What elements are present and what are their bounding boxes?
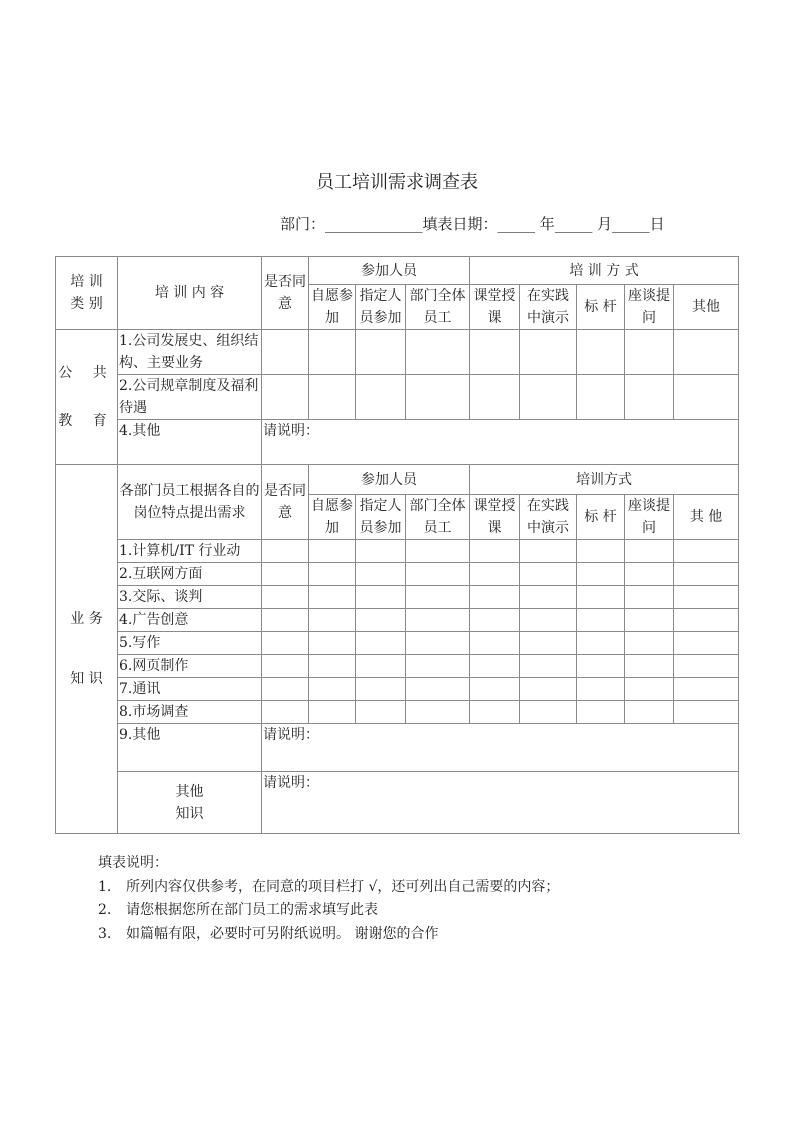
- checkbox-cell[interactable]: [309, 678, 356, 701]
- subheader-cell: 部门全体员工: [406, 495, 470, 540]
- checkbox-cell[interactable]: [470, 586, 520, 609]
- checkbox-cell[interactable]: [470, 655, 520, 678]
- checkbox-cell[interactable]: [262, 330, 309, 375]
- checkbox-cell[interactable]: [262, 540, 309, 563]
- checkbox-cell[interactable]: [406, 632, 470, 655]
- checkbox-cell[interactable]: [674, 655, 739, 678]
- subheader-cell: 座谈提问: [625, 285, 674, 330]
- instructions-heading: 填表说明：: [98, 855, 168, 871]
- checkbox-cell[interactable]: [470, 563, 520, 586]
- department-label: 部门：: [280, 215, 326, 233]
- subheader-cell: 课堂授课: [470, 285, 520, 330]
- header-agree: 是否同意: [262, 257, 309, 330]
- checkbox-cell[interactable]: [577, 540, 625, 563]
- checkbox-cell[interactable]: [262, 563, 309, 586]
- checkbox-cell[interactable]: [262, 701, 309, 724]
- month-label: 月: [592, 215, 613, 233]
- checkbox-cell[interactable]: [470, 609, 520, 632]
- instruction-number: 1.: [98, 878, 112, 895]
- table-row: [56, 420, 739, 465]
- instruction-text: 所列内容仅供参考，在同意的项目栏打 √，还可列出自己需要的内容；: [126, 878, 560, 895]
- checkbox-cell[interactable]: [356, 655, 406, 678]
- checkbox-cell[interactable]: [674, 609, 739, 632]
- checkbox-cell[interactable]: [625, 609, 674, 632]
- instruction-item: [98, 923, 559, 947]
- subheader-cell: 其他: [674, 285, 739, 330]
- checkbox-cell[interactable]: [356, 586, 406, 609]
- checkbox-cell[interactable]: [309, 540, 356, 563]
- subheader-cell: 座谈提问: [625, 495, 674, 540]
- checkbox-cell[interactable]: [262, 609, 309, 632]
- checkbox-cell[interactable]: [262, 655, 309, 678]
- checkbox-cell[interactable]: [674, 586, 739, 609]
- checkbox-cell[interactable]: [406, 540, 470, 563]
- checkbox-cell[interactable]: [470, 540, 520, 563]
- category-business-knowledge: 业 务 知 识: [56, 465, 118, 834]
- subheader-cell: 在实践中演示: [520, 285, 577, 330]
- checkbox-cell[interactable]: [262, 586, 309, 609]
- checkbox-cell[interactable]: [674, 330, 739, 375]
- checkbox-cell[interactable]: [520, 701, 577, 724]
- table-row: [56, 465, 739, 495]
- checkbox-cell[interactable]: [262, 678, 309, 701]
- checkbox-cell[interactable]: [406, 330, 470, 375]
- checkbox-cell[interactable]: [406, 563, 470, 586]
- form-meta: [280, 213, 665, 234]
- training-item: 2.互联网方面: [118, 563, 262, 586]
- checkbox-cell[interactable]: [309, 375, 356, 420]
- checkbox-cell[interactable]: [577, 330, 625, 375]
- subheader-cell: 标 杆: [577, 495, 625, 540]
- year-label: 年: [535, 215, 555, 233]
- checkbox-cell[interactable]: [309, 632, 356, 655]
- header-participants: 参加人员: [309, 257, 470, 285]
- table-row: [56, 655, 739, 678]
- subheader-cell: 自愿参加: [309, 495, 356, 540]
- instruction-number: 3.: [98, 925, 112, 942]
- page-title: 员工培训需求调查表: [316, 172, 478, 193]
- checkbox-cell[interactable]: [625, 632, 674, 655]
- survey-table: [55, 256, 739, 834]
- checkbox-cell[interactable]: [625, 678, 674, 701]
- checkbox-cell[interactable]: [406, 609, 470, 632]
- checkbox-cell[interactable]: [309, 330, 356, 375]
- subheader-cell: 其 他: [674, 495, 739, 540]
- checkbox-cell[interactable]: [520, 678, 577, 701]
- training-item: 8.市场调查: [118, 701, 262, 724]
- subheader-cell: 标 杆: [577, 285, 625, 330]
- checkbox-cell[interactable]: [674, 678, 739, 701]
- checkbox-cell[interactable]: [577, 655, 625, 678]
- training-item: 1.公司发展史、组织结构、主要业务: [118, 330, 262, 375]
- checkbox-cell[interactable]: [406, 586, 470, 609]
- checkbox-cell[interactable]: [577, 563, 625, 586]
- department-field[interactable]: _____________: [325, 215, 423, 233]
- checkbox-cell[interactable]: [406, 701, 470, 724]
- checkbox-cell[interactable]: [470, 701, 520, 724]
- day-label: 日: [649, 215, 665, 233]
- checkbox-cell[interactable]: [577, 678, 625, 701]
- checkbox-cell[interactable]: [470, 330, 520, 375]
- checkbox-cell[interactable]: [625, 375, 674, 420]
- subheader-cell: 指定人员参加: [356, 285, 406, 330]
- checkbox-cell[interactable]: [520, 330, 577, 375]
- subheader-cell: 自愿参加: [309, 285, 356, 330]
- checkbox-cell[interactable]: [309, 701, 356, 724]
- header-content: 培 训 内 容: [118, 257, 262, 330]
- checkbox-cell[interactable]: [356, 540, 406, 563]
- checkbox-cell[interactable]: [674, 540, 739, 563]
- checkbox-cell[interactable]: [577, 609, 625, 632]
- subheader-cell: 部门全体员工: [406, 285, 470, 330]
- instruction-number: 2.: [98, 902, 112, 918]
- training-item: 1.计算机/IT 行业动: [118, 540, 262, 563]
- other-note-field[interactable]: 请说明：: [262, 724, 739, 772]
- checkbox-cell[interactable]: [577, 701, 625, 724]
- checkbox-cell[interactable]: [262, 632, 309, 655]
- checkbox-cell[interactable]: [470, 375, 520, 420]
- header-methods: 培训方式: [470, 465, 739, 495]
- checkbox-cell[interactable]: [520, 632, 577, 655]
- date-label: 填表日期：: [422, 215, 498, 233]
- checkbox-cell[interactable]: [356, 632, 406, 655]
- checkbox-cell[interactable]: [356, 701, 406, 724]
- checkbox-cell[interactable]: [309, 586, 356, 609]
- checkbox-cell[interactable]: [356, 678, 406, 701]
- checkbox-cell[interactable]: [520, 586, 577, 609]
- table-row: [56, 257, 739, 285]
- other-note-field[interactable]: 请说明：: [262, 420, 739, 465]
- checkbox-cell[interactable]: [406, 375, 470, 420]
- instruction-item: [98, 899, 559, 923]
- training-item: 4.广告创意: [118, 609, 262, 632]
- checkbox-cell[interactable]: [625, 330, 674, 375]
- checkbox-cell[interactable]: [520, 609, 577, 632]
- checkbox-cell[interactable]: [520, 655, 577, 678]
- checkbox-cell[interactable]: [356, 330, 406, 375]
- training-item: 9.其他: [118, 724, 262, 772]
- year-field[interactable]: _____: [497, 215, 536, 233]
- month-field[interactable]: _____: [554, 215, 593, 233]
- checkbox-cell[interactable]: [309, 655, 356, 678]
- checkbox-cell[interactable]: [625, 701, 674, 724]
- checkbox-cell[interactable]: [356, 563, 406, 586]
- checkbox-cell[interactable]: [625, 563, 674, 586]
- checkbox-cell[interactable]: [309, 563, 356, 586]
- header-participants: 参加人员: [309, 465, 470, 495]
- header-methods: 培 训 方 式: [470, 257, 739, 285]
- training-item: 7.通讯: [118, 678, 262, 701]
- checkbox-cell[interactable]: [577, 375, 625, 420]
- checkbox-cell[interactable]: [470, 678, 520, 701]
- checkbox-cell[interactable]: [577, 586, 625, 609]
- subheader-cell: 指定人员参加: [356, 495, 406, 540]
- table-row: [56, 586, 739, 609]
- instruction-text: 请您根据您所在部门员工的需求填写此表: [126, 902, 378, 918]
- table-row: [56, 540, 739, 563]
- checkbox-cell[interactable]: [262, 375, 309, 420]
- checkbox-cell[interactable]: [520, 563, 577, 586]
- training-item: 3.交际、谈判: [118, 586, 262, 609]
- checkbox-cell[interactable]: [674, 563, 739, 586]
- checkbox-cell[interactable]: [356, 609, 406, 632]
- table-row: [56, 330, 739, 375]
- category-other-knowledge: 其他 知识: [118, 772, 262, 834]
- instruction-text: 如篇幅有限，必要时可另附纸说明。 谢谢您的合作: [126, 925, 439, 942]
- checkbox-cell[interactable]: [520, 540, 577, 563]
- header-content: 各部门员工根据各自的岗位特点提出需求: [118, 465, 262, 540]
- table-row: [56, 701, 739, 724]
- table-row: [56, 678, 739, 701]
- subheader-cell: 在实践中演示: [520, 495, 577, 540]
- table-row: [56, 609, 739, 632]
- checkbox-cell[interactable]: [470, 632, 520, 655]
- checkbox-cell[interactable]: [625, 586, 674, 609]
- table-row: [56, 724, 739, 772]
- checkbox-cell[interactable]: [406, 655, 470, 678]
- category-public-education: 公 共 教 育: [56, 330, 118, 465]
- checkbox-cell[interactable]: [674, 375, 739, 420]
- instructions: [98, 852, 559, 946]
- table-row: [56, 632, 739, 655]
- header-category: 培 训 类 别: [56, 257, 118, 330]
- checkbox-cell[interactable]: [356, 375, 406, 420]
- checkbox-cell[interactable]: [674, 701, 739, 724]
- checkbox-cell[interactable]: [577, 632, 625, 655]
- training-item: 2.公司规章制度及福利待遇: [118, 375, 262, 420]
- checkbox-cell[interactable]: [625, 540, 674, 563]
- table-row: [56, 375, 739, 420]
- checkbox-cell[interactable]: [406, 678, 470, 701]
- table-row: [56, 772, 739, 834]
- other-knowledge-note-field[interactable]: 请说明：: [262, 772, 739, 834]
- day-field[interactable]: _____: [612, 215, 650, 233]
- table-row: [56, 563, 739, 586]
- checkbox-cell[interactable]: [520, 375, 577, 420]
- checkbox-cell[interactable]: [309, 609, 356, 632]
- checkbox-cell[interactable]: [674, 632, 739, 655]
- training-item: 5.写作: [118, 632, 262, 655]
- training-item: 4.其他: [118, 420, 262, 465]
- checkbox-cell[interactable]: [625, 655, 674, 678]
- header-agree: 是否同意: [262, 465, 309, 540]
- training-item: 6.网页制作: [118, 655, 262, 678]
- subheader-cell: 课堂授课: [470, 495, 520, 540]
- instruction-item: [98, 876, 559, 900]
